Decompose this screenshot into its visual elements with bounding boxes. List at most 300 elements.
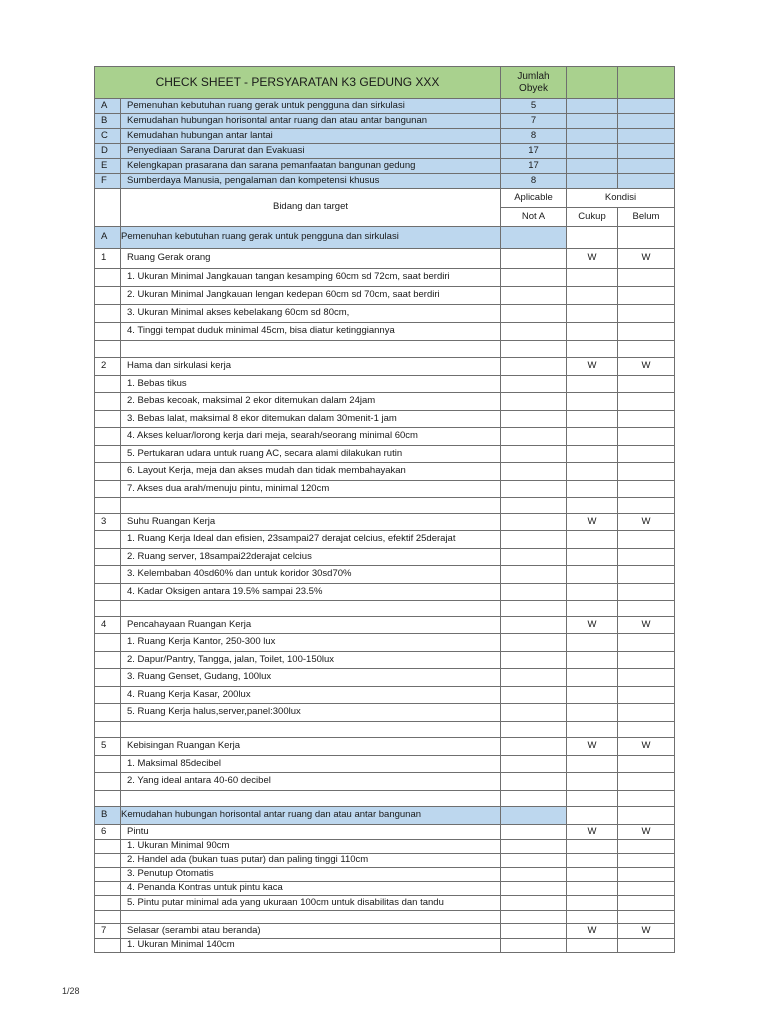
item-number: 7	[95, 924, 121, 939]
item-title: Hama dan sirkulasi kerja	[121, 358, 501, 376]
sub-item-text: 1. Ukuran Minimal Jangkauan tangan kesamping 60cm sd 72cm, saat berdiri	[121, 269, 501, 287]
belum-cell: W	[618, 249, 675, 269]
summary-blank	[618, 174, 675, 189]
sub-item-blank	[95, 704, 121, 722]
blank-cell	[567, 911, 618, 924]
sub-item-blank	[95, 840, 121, 854]
not-a-cell	[501, 825, 567, 840]
sub-item-text: 3. Kelembaban 40sd60% dan untuk koridor 30sd70%	[121, 566, 501, 584]
sub-item-text: 3. Ukuran Minimal akses kebelakang 60cm sd 80cm,	[121, 305, 501, 323]
sub-item-blank	[95, 882, 121, 896]
cukup-cell: W	[567, 924, 618, 939]
not-a-cell	[501, 323, 567, 341]
sub-item-blank	[95, 411, 121, 428]
belum-cell	[618, 411, 675, 428]
cukup-cell: W	[567, 249, 618, 269]
sub-item-blank	[95, 393, 121, 411]
sub-item-text: 1. Bebas tikus	[121, 376, 501, 393]
item-title: Selasar (serambi atau beranda)	[121, 924, 501, 939]
blank-cell	[618, 911, 675, 924]
belum-cell	[618, 463, 675, 481]
sub-item-row	[95, 269, 675, 287]
belum-cell	[618, 376, 675, 393]
sub-item-row	[95, 323, 675, 341]
blank-cell	[618, 601, 675, 617]
cukup-cell: W	[567, 358, 618, 376]
not-a-cell	[501, 549, 567, 566]
column-header-row	[95, 189, 675, 208]
belum-cell	[618, 634, 675, 652]
cukup-cell	[567, 269, 618, 287]
summary-blank	[618, 144, 675, 159]
sub-item-row	[95, 773, 675, 791]
title-row	[95, 67, 675, 99]
cukup-cell	[567, 446, 618, 463]
belum-cell: W	[618, 617, 675, 634]
section-row	[95, 227, 675, 249]
belum-cell	[618, 773, 675, 791]
sub-item-blank	[95, 463, 121, 481]
cukup-cell	[567, 756, 618, 773]
not-a-cell	[501, 868, 567, 882]
not-a-cell	[501, 514, 567, 531]
sub-item-text: 5. Pintu putar minimal ada yang ukuraan 100cm untuk disabilitas dan tandu	[121, 896, 501, 911]
cukup-cell	[567, 882, 618, 896]
cukup-cell	[567, 428, 618, 446]
summary-text: Kemudahan hubungan antar lantai	[121, 129, 501, 144]
sheet-title: CHECK SHEET - PERSYARATAN K3 GEDUNG XXX	[95, 67, 501, 99]
jumlah-label: Jumlah	[517, 71, 550, 82]
summary-blank	[567, 174, 618, 189]
cukup-cell	[567, 323, 618, 341]
sub-item-blank	[95, 376, 121, 393]
sub-item-blank	[95, 854, 121, 868]
sub-item-text: 2. Ruang server, 18sampai22derajat celcius	[121, 549, 501, 566]
sub-item-text: 5. Ruang Kerja halus,server,panel:300lux	[121, 704, 501, 722]
sub-item-row	[95, 634, 675, 652]
not-a-cell	[501, 446, 567, 463]
item-row	[95, 358, 675, 376]
aplicable-header: Aplicable	[501, 189, 567, 208]
not-a-cell	[501, 939, 567, 953]
cukup-cell	[567, 773, 618, 791]
belum-cell	[618, 854, 675, 868]
blank-cell	[618, 498, 675, 514]
summary-row	[95, 114, 675, 129]
not-a-cell	[501, 687, 567, 704]
sub-item-text: 1. Ukuran Minimal 140cm	[121, 939, 501, 953]
belum-cell: W	[618, 825, 675, 840]
sub-item-text: 1. Maksimal 85decibel	[121, 756, 501, 773]
blank-cell	[501, 498, 567, 514]
summary-blank	[567, 114, 618, 129]
belum-cell	[618, 269, 675, 287]
section-blank	[618, 227, 675, 249]
item-title: Suhu Ruangan Kerja	[121, 514, 501, 531]
sub-item-row	[95, 652, 675, 669]
not-a-cell	[501, 463, 567, 481]
sub-item-blank	[95, 305, 121, 323]
cukup-cell	[567, 854, 618, 868]
cukup-cell	[567, 376, 618, 393]
sub-item-blank	[95, 287, 121, 305]
sub-item-text: 1. Ruang Kerja Ideal dan efisien, 23sampai27 derajat celcius, efektif 25derajat	[121, 531, 501, 549]
cukup-cell	[567, 868, 618, 882]
sub-item-blank	[95, 756, 121, 773]
item-number: 6	[95, 825, 121, 840]
sub-item-row	[95, 446, 675, 463]
belum-cell	[618, 896, 675, 911]
summary-count: 8	[501, 174, 567, 189]
sub-item-blank	[95, 669, 121, 687]
summary-text: Kelengkapan prasarana dan sarana pemanfaatan bangunan gedung	[121, 159, 501, 174]
blank-cell	[121, 911, 501, 924]
item-number: 5	[95, 738, 121, 756]
blank-cell	[121, 341, 501, 358]
summary-count: 8	[501, 129, 567, 144]
section-blank	[567, 807, 618, 825]
item-row	[95, 738, 675, 756]
header-blank-cell	[618, 67, 675, 99]
not-a-cell	[501, 358, 567, 376]
belum-cell	[618, 446, 675, 463]
not-a-cell	[501, 840, 567, 854]
summary-row	[95, 144, 675, 159]
section-row	[95, 807, 675, 825]
summary-text: Penyediaan Sarana Darurat dan Evakuasi	[121, 144, 501, 159]
item-number: 2	[95, 358, 121, 376]
sub-item-text: 4. Ruang Kerja Kasar, 200lux	[121, 687, 501, 704]
belum-header: Belum	[618, 208, 675, 227]
summary-code: E	[95, 159, 121, 174]
sub-item-blank	[95, 896, 121, 911]
section-blank	[501, 227, 567, 249]
not-a-cell	[501, 896, 567, 911]
summary-blank	[567, 99, 618, 114]
belum-cell	[618, 584, 675, 601]
not-a-cell	[501, 249, 567, 269]
belum-cell	[618, 323, 675, 341]
not-a-cell	[501, 704, 567, 722]
cukup-cell	[567, 652, 618, 669]
sub-item-row	[95, 868, 675, 882]
summary-blank	[567, 129, 618, 144]
blank-cell	[501, 911, 567, 924]
summary-count: 5	[501, 99, 567, 114]
cukup-header: Cukup	[567, 208, 618, 227]
sub-item-text: 2. Bebas kecoak, maksimal 2 ekor ditemukan dalam 24jam	[121, 393, 501, 411]
summary-text: Pemenuhan kebutuhan ruang gerak untuk pengguna dan sirkulasi	[121, 99, 501, 114]
belum-cell: W	[618, 738, 675, 756]
not-a-cell	[501, 393, 567, 411]
belum-cell: W	[618, 358, 675, 376]
not-a-cell	[501, 481, 567, 498]
summary-row	[95, 174, 675, 189]
sub-item-text: 2. Dapur/Pantry, Tangga, jalan, Toilet, 100-150lux	[121, 652, 501, 669]
belum-cell	[618, 287, 675, 305]
sub-item-text: 1. Ruang Kerja Kantor, 250-300 lux	[121, 634, 501, 652]
blank-cell	[567, 601, 618, 617]
belum-cell	[618, 393, 675, 411]
not-a-cell	[501, 428, 567, 446]
sub-item-row	[95, 566, 675, 584]
belum-cell	[618, 549, 675, 566]
sub-item-blank	[95, 549, 121, 566]
blank-cell	[121, 601, 501, 617]
not-a-cell	[501, 376, 567, 393]
section-title: Kemudahan hubungan horisontal antar ruang dan atau antar bangunan	[121, 807, 501, 825]
belum-cell: W	[618, 924, 675, 939]
section-title: Pemenuhan kebutuhan ruang gerak untuk pengguna dan sirkulasi	[121, 227, 501, 249]
blank-cell	[121, 722, 501, 738]
sub-item-row	[95, 669, 675, 687]
not-a-header: Not A	[501, 208, 567, 227]
cukup-cell	[567, 896, 618, 911]
page-number: 1/28	[62, 986, 80, 996]
sub-item-row	[95, 531, 675, 549]
sub-item-text: 3. Ruang Genset, Gudang, 100lux	[121, 669, 501, 687]
item-number: 1	[95, 249, 121, 269]
blank-row	[95, 911, 675, 924]
belum-cell	[618, 756, 675, 773]
item-number: 4	[95, 617, 121, 634]
cukup-cell: W	[567, 825, 618, 840]
blank-cell	[95, 791, 121, 807]
not-a-cell	[501, 287, 567, 305]
summary-code: C	[95, 129, 121, 144]
summary-row	[95, 159, 675, 174]
blank-cell	[95, 601, 121, 617]
blank-row	[95, 722, 675, 738]
sub-item-row	[95, 376, 675, 393]
not-a-cell	[501, 669, 567, 687]
belum-cell	[618, 652, 675, 669]
item-row	[95, 249, 675, 269]
sub-item-blank	[95, 269, 121, 287]
section-blank	[501, 807, 567, 825]
cukup-cell: W	[567, 738, 618, 756]
section-blank	[567, 227, 618, 249]
cukup-cell	[567, 531, 618, 549]
sub-item-row	[95, 854, 675, 868]
cukup-cell	[567, 287, 618, 305]
blank-cell	[567, 498, 618, 514]
sub-item-row	[95, 939, 675, 953]
sub-item-blank	[95, 939, 121, 953]
summary-count: 17	[501, 144, 567, 159]
summary-blank	[618, 114, 675, 129]
belum-cell	[618, 669, 675, 687]
cukup-cell	[567, 634, 618, 652]
summary-blank	[618, 99, 675, 114]
blank-cell	[95, 341, 121, 358]
belum-cell	[618, 868, 675, 882]
section-blank	[618, 807, 675, 825]
not-a-cell	[501, 411, 567, 428]
summary-blank	[618, 159, 675, 174]
sub-item-text: 2. Handel ada (bukan tuas putar) dan paling tinggi 110cm	[121, 854, 501, 868]
cukup-cell	[567, 584, 618, 601]
sub-item-blank	[95, 687, 121, 704]
belum-cell	[618, 882, 675, 896]
bidang-header: Bidang dan target	[121, 189, 501, 227]
summary-row	[95, 129, 675, 144]
cukup-cell	[567, 305, 618, 323]
sub-item-row	[95, 287, 675, 305]
sub-item-row	[95, 549, 675, 566]
sub-item-row	[95, 756, 675, 773]
cukup-cell	[567, 687, 618, 704]
sub-item-text: 4. Tinggi tempat duduk minimal 45cm, bisa diatur ketinggiannya	[121, 323, 501, 341]
blank-row	[95, 341, 675, 358]
not-a-cell	[501, 634, 567, 652]
blank-row	[95, 601, 675, 617]
kondisi-header: Kondisi	[567, 189, 675, 208]
not-a-cell	[501, 773, 567, 791]
blank-cell	[501, 341, 567, 358]
sub-item-blank	[95, 868, 121, 882]
sub-item-text: 2. Yang ideal antara 40-60 decibel	[121, 773, 501, 791]
item-row	[95, 514, 675, 531]
blank-cell	[618, 341, 675, 358]
cukup-cell	[567, 939, 618, 953]
header-blank	[95, 189, 121, 227]
sub-item-row	[95, 896, 675, 911]
sub-item-row	[95, 393, 675, 411]
belum-cell	[618, 531, 675, 549]
sub-item-row	[95, 305, 675, 323]
blank-cell	[95, 498, 121, 514]
belum-cell	[618, 481, 675, 498]
sub-item-text: 1. Ukuran Minimal 90cm	[121, 840, 501, 854]
sub-item-text: 7. Akses dua arah/menuju pintu, minimal 120cm	[121, 481, 501, 498]
item-number: 3	[95, 514, 121, 531]
cukup-cell: W	[567, 514, 618, 531]
cukup-cell	[567, 411, 618, 428]
belum-cell	[618, 687, 675, 704]
not-a-cell	[501, 269, 567, 287]
blank-cell	[501, 601, 567, 617]
sub-item-blank	[95, 446, 121, 463]
belum-cell	[618, 566, 675, 584]
blank-cell	[567, 791, 618, 807]
sub-item-row	[95, 882, 675, 896]
sub-item-text: 3. Bebas lalat, maksimal 8 ekor ditemukan dalam 30menit-1 jam	[121, 411, 501, 428]
not-a-cell	[501, 584, 567, 601]
summary-blank	[567, 144, 618, 159]
belum-cell	[618, 305, 675, 323]
sub-item-text: 4. Kadar Oksigen antara 19.5% sampai 23.5%	[121, 584, 501, 601]
section-code: A	[95, 227, 121, 249]
summary-code: A	[95, 99, 121, 114]
check-sheet	[94, 66, 674, 953]
item-title: Kebisingan Ruangan Kerja	[121, 738, 501, 756]
cukup-cell	[567, 840, 618, 854]
check-table	[94, 66, 675, 953]
summary-blank	[567, 159, 618, 174]
belum-cell	[618, 939, 675, 953]
sub-item-blank	[95, 566, 121, 584]
blank-row	[95, 498, 675, 514]
cukup-cell	[567, 549, 618, 566]
sub-item-row	[95, 840, 675, 854]
item-row	[95, 924, 675, 939]
cukup-cell	[567, 393, 618, 411]
not-a-cell	[501, 652, 567, 669]
section-code: B	[95, 807, 121, 825]
not-a-cell	[501, 305, 567, 323]
blank-cell	[567, 722, 618, 738]
blank-cell	[567, 341, 618, 358]
summary-count: 7	[501, 114, 567, 129]
not-a-cell	[501, 882, 567, 896]
summary-blank	[618, 129, 675, 144]
sub-item-text: 3. Penutup Otomatis	[121, 868, 501, 882]
sub-item-row	[95, 428, 675, 446]
cukup-cell	[567, 669, 618, 687]
blank-cell	[618, 791, 675, 807]
not-a-cell	[501, 854, 567, 868]
sub-item-text: 5. Pertukaran udara untuk ruang AC, secara alami dilakukan rutin	[121, 446, 501, 463]
blank-cell	[501, 791, 567, 807]
not-a-cell	[501, 566, 567, 584]
jumlah-header	[501, 67, 567, 99]
sub-item-blank	[95, 428, 121, 446]
cukup-cell	[567, 481, 618, 498]
item-title: Pencahayaan Ruangan Kerja	[121, 617, 501, 634]
sub-item-blank	[95, 481, 121, 498]
sub-item-text: 6. Layout Kerja, meja dan akses mudah dan tidak membahayakan	[121, 463, 501, 481]
sub-item-blank	[95, 634, 121, 652]
cukup-cell	[567, 566, 618, 584]
sub-item-blank	[95, 652, 121, 669]
cukup-cell: W	[567, 617, 618, 634]
summary-code: D	[95, 144, 121, 159]
summary-text: Sumberdaya Manusia, pengalaman dan kompetensi khusus	[121, 174, 501, 189]
blank-cell	[121, 498, 501, 514]
summary-text: Kemudahan hubungan horisontal antar ruang dan atau antar bangunan	[121, 114, 501, 129]
belum-cell	[618, 840, 675, 854]
sub-item-row	[95, 584, 675, 601]
obyek-label: Obyek	[519, 82, 548, 94]
sub-item-text: 4. Akses keluar/lorong kerja dari meja, searah/seorang minimal 60cm	[121, 428, 501, 446]
not-a-cell	[501, 756, 567, 773]
blank-cell	[121, 791, 501, 807]
sub-item-blank	[95, 773, 121, 791]
belum-cell	[618, 428, 675, 446]
sub-item-row	[95, 481, 675, 498]
cukup-cell	[567, 704, 618, 722]
summary-code: B	[95, 114, 121, 129]
belum-cell: W	[618, 514, 675, 531]
sub-item-blank	[95, 323, 121, 341]
sub-item-text: 2. Ukuran Minimal Jangkauan lengan kedepan 60cm sd 70cm, saat berdiri	[121, 287, 501, 305]
item-row	[95, 825, 675, 840]
summary-row	[95, 99, 675, 114]
sub-item-row	[95, 704, 675, 722]
sub-item-row	[95, 411, 675, 428]
blank-cell	[95, 722, 121, 738]
not-a-cell	[501, 924, 567, 939]
item-title: Ruang Gerak orang	[121, 249, 501, 269]
item-title: Pintu	[121, 825, 501, 840]
not-a-cell	[501, 738, 567, 756]
belum-cell	[618, 704, 675, 722]
not-a-cell	[501, 531, 567, 549]
not-a-cell	[501, 617, 567, 634]
sub-item-blank	[95, 531, 121, 549]
sub-item-row	[95, 687, 675, 704]
